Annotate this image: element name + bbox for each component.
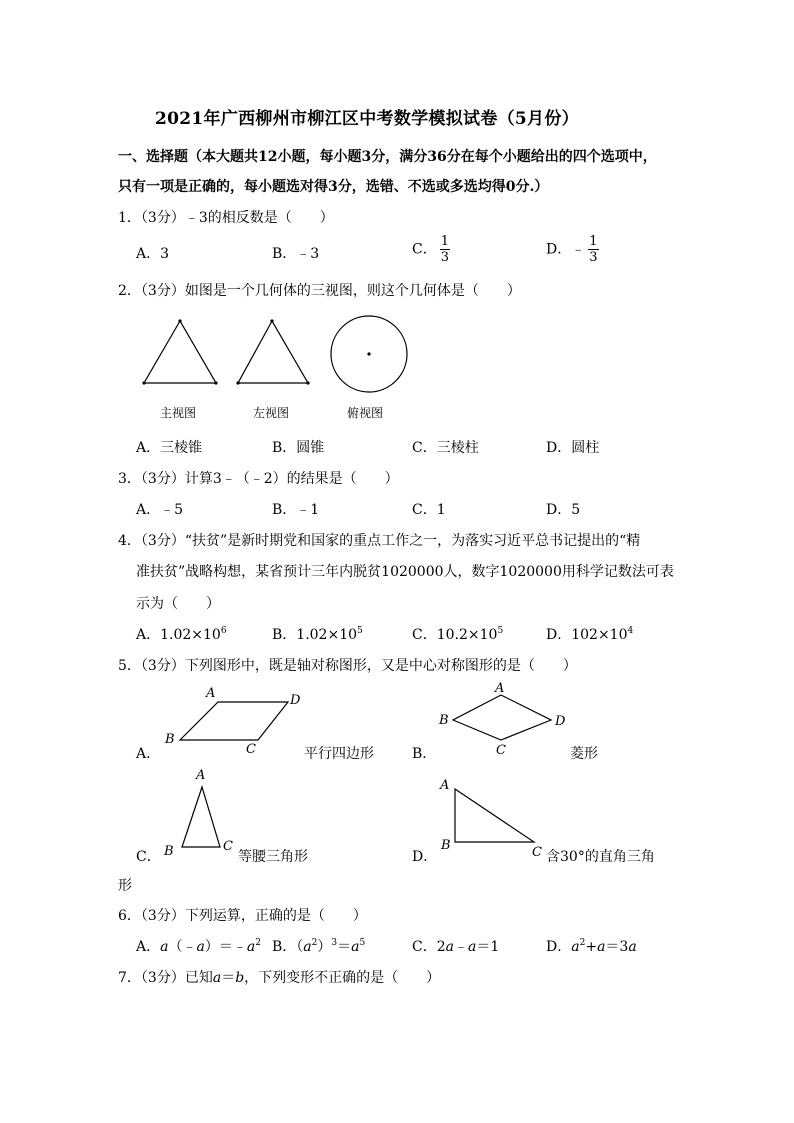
q4-option-d xyxy=(546,624,633,644)
q1-option-c-prefix: C． xyxy=(412,241,437,258)
front-view-vertex xyxy=(178,319,181,322)
q6-a-part: ）＝﹣ xyxy=(204,939,247,955)
section-instructions-line2: 只有一项是正确的，每小题选对得3分，选错、不选或多选均得0分.） xyxy=(118,179,549,195)
q6-c-var: a xyxy=(445,939,454,955)
rhombus-label-c: C xyxy=(496,743,506,758)
q5-option-d-letter: D． xyxy=(412,849,438,865)
q5-option-d-name-wrap: 形 xyxy=(118,878,132,894)
question-4-line1: 4．（3分）“扶贫”是新时期党和国家的重点工作之一，为落实习近平总书记提出的“精 xyxy=(118,533,641,549)
q2-option-d: D．圆柱 xyxy=(546,440,600,456)
q1-d-numerator: 1 xyxy=(589,234,598,249)
q2-option-b: B．圆锥 xyxy=(272,440,325,456)
q1-option-d-fraction xyxy=(588,235,598,264)
q5-option-c-name: 等腰三角形 xyxy=(238,849,308,865)
q4-option-b-exponent: 5 xyxy=(357,626,363,636)
isosceles-triangle-shape xyxy=(182,787,220,847)
question-6-stem: 6．（3分）下列运算，正确的是（ ） xyxy=(118,908,367,924)
q7-var: b xyxy=(235,970,245,986)
parallelogram-figure xyxy=(160,682,310,757)
q6-option-b xyxy=(272,936,365,956)
q5-option-b-name: 菱形 xyxy=(570,746,598,762)
q6-d-part: ＝3 xyxy=(605,939,629,955)
q6-d-var: a xyxy=(628,939,637,955)
q7-part: ＝ xyxy=(221,970,236,986)
parallelogram-label-b: B xyxy=(165,732,175,747)
q7-part: ，下列变形不正确的是（ ） xyxy=(244,970,441,986)
isosceles-label-c: C xyxy=(223,839,233,854)
q2-option-a: A．三棱锥 xyxy=(136,440,203,456)
q6-b-part: ） xyxy=(317,939,332,955)
parallelogram-label-d: D xyxy=(290,693,301,708)
q5-option-d-name: 含30°的直角三角 xyxy=(546,849,655,865)
isosceles-label-b: B xyxy=(164,844,174,859)
q6-d-part: D． xyxy=(546,939,572,955)
q4-option-a-exponent: 6 xyxy=(220,626,227,636)
q4-option-d-text: D．102×10 xyxy=(546,627,628,643)
top-view-center-dot xyxy=(367,352,370,355)
q5-option-c-letter: C． xyxy=(136,849,161,865)
q6-a-var: a xyxy=(246,939,256,955)
question-1-stem: 1．（3分）﹣3的相反数是（ ） xyxy=(118,210,334,226)
q6-c-part: ＝1 xyxy=(476,939,500,955)
q6-option-d xyxy=(546,936,637,956)
q5-option-b-letter: B． xyxy=(412,746,437,762)
q4-option-b-text: B．1.02×10 xyxy=(272,627,358,643)
front-view-triangle xyxy=(144,321,216,383)
right-triangle-label-c: C xyxy=(532,845,542,860)
caption-side-view: 左视图 xyxy=(253,406,290,420)
right-triangle-label-a: A xyxy=(440,778,450,793)
right-triangle-shape xyxy=(455,789,534,842)
q4-option-b xyxy=(272,624,363,644)
q6-d-var: a xyxy=(571,939,580,955)
q2-option-c: C．三棱柱 xyxy=(412,440,479,456)
q4-option-c-exponent: 5 xyxy=(497,626,504,636)
parallelogram-label-a: A xyxy=(206,686,216,701)
q6-a-part: A． xyxy=(136,939,161,955)
section-instructions-line1: 一、选择题（本大题共12小题，每小题3分，满分36分在每个小题给出的四个选项中， xyxy=(118,149,657,165)
q6-a-var: a xyxy=(160,939,169,955)
rhombus-label-d: D xyxy=(555,714,566,729)
q1-option-c-fraction xyxy=(440,235,450,264)
q6-b-part: B．（ xyxy=(272,939,304,955)
q1-option-b: B．﹣3 xyxy=(272,246,320,262)
question-5-stem: 5．（3分）下列图形中，既是轴对称图形，又是中心对称图形的是（ ） xyxy=(118,658,577,674)
question-2-stem: 2．（3分）如图是一个几何体的三视图，则这个几何体是（ ） xyxy=(118,283,521,299)
rhombus-figure xyxy=(436,680,576,758)
q4-option-d-exponent: 4 xyxy=(627,626,634,636)
q1-option-c xyxy=(412,235,450,264)
q6-d-part: + xyxy=(585,939,598,955)
question-7-stem xyxy=(118,967,440,987)
question-4-line3: 示为（ ） xyxy=(136,596,220,612)
q1-c-numerator: 1 xyxy=(440,234,449,249)
caption-front-view: 主视图 xyxy=(160,406,197,420)
q6-option-a xyxy=(136,936,261,956)
q6-a-exponent: 2 xyxy=(255,938,261,948)
q6-b-exponent: 5 xyxy=(359,938,366,948)
q3-option-d: D．5 xyxy=(546,502,581,518)
q3-option-c: C．1 xyxy=(412,502,446,518)
q5-option-a-letter: A． xyxy=(136,746,161,762)
q7-part: 7．（3分）已知 xyxy=(118,970,213,986)
q6-b-exponent: 3 xyxy=(331,938,338,948)
rhombus-shape xyxy=(453,695,551,740)
q6-c-part: C．2 xyxy=(412,939,446,955)
q6-d-exponent: 2 xyxy=(579,938,586,948)
question-4-line2: 准扶贫”战略构想，某省预计三年内脱贫1020000人，数字1020000用科学记数法可表 xyxy=(136,564,674,580)
q7-var: a xyxy=(212,970,222,986)
q6-c-var: a xyxy=(467,939,477,955)
isosceles-triangle-figure xyxy=(160,765,242,860)
q6-a-var: a xyxy=(196,939,205,955)
side-view-triangle xyxy=(238,321,308,383)
q5-option-a-name: 平行四边形 xyxy=(304,746,374,762)
caption-top-view: 俯视图 xyxy=(347,406,384,420)
q6-d-var: a xyxy=(597,939,606,955)
q3-option-b: B．﹣1 xyxy=(272,502,320,518)
right-triangle-figure xyxy=(436,770,546,862)
q6-b-exponent: 2 xyxy=(311,938,318,948)
q1-c-denominator: 3 xyxy=(440,250,449,265)
rhombus-label-b: B xyxy=(439,713,449,728)
q1-d-denominator: 3 xyxy=(589,250,598,265)
q4-option-c xyxy=(412,624,503,644)
parallelogram-label-c: C xyxy=(246,742,256,757)
q1-option-d xyxy=(546,235,599,264)
right-triangle-label-b: B xyxy=(441,838,451,853)
page-title: 2021年广西柳州市柳江区中考数学模拟试卷（5月份） xyxy=(155,109,579,129)
isosceles-label-a: A xyxy=(196,768,206,783)
question-3-stem: 3．（3分）计算3﹣（﹣2）的结果是（ ） xyxy=(118,471,399,487)
q6-a-part: （﹣ xyxy=(168,939,197,955)
q4-option-a xyxy=(136,624,227,644)
q4-option-a-text: A．1.02×10 xyxy=(136,627,221,643)
q4-option-c-text: C．10.2×10 xyxy=(412,627,498,643)
q6-c-part: ﹣ xyxy=(453,939,468,955)
q3-option-a: A．﹣5 xyxy=(136,502,184,518)
q6-b-part: ＝ xyxy=(337,939,352,955)
rhombus-label-a: A xyxy=(495,681,505,696)
q1-option-a: A．3 xyxy=(136,246,170,262)
three-views-figure xyxy=(130,312,420,402)
q6-b-var: a xyxy=(303,939,312,955)
q6-option-c xyxy=(412,936,499,956)
q6-b-var: a xyxy=(351,939,360,955)
parallelogram-shape xyxy=(180,702,288,740)
q1-option-d-prefix: D．﹣ xyxy=(546,241,586,258)
